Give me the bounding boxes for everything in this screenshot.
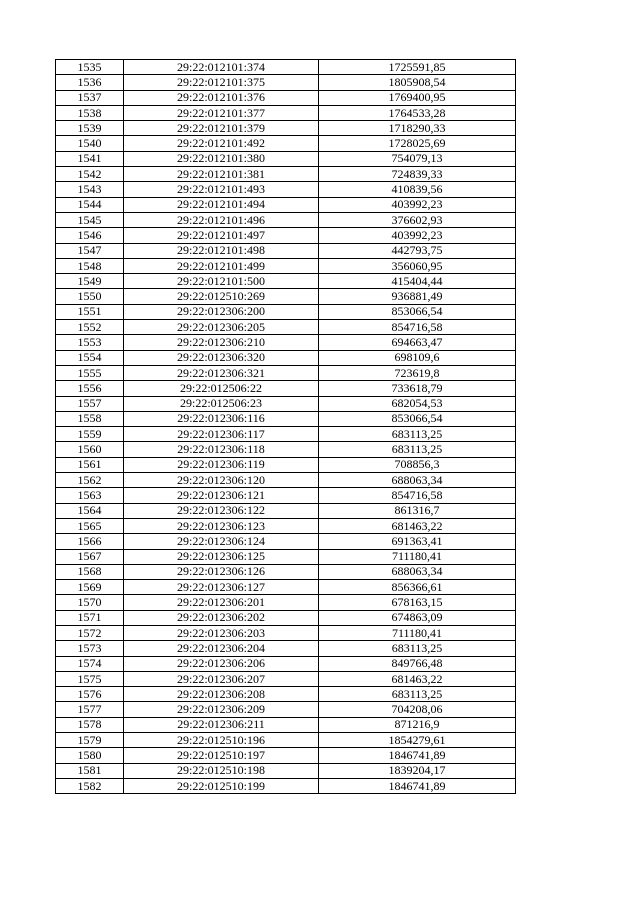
cadastral-number-cell: 29:22:012306:204 bbox=[124, 641, 319, 656]
cadastral-value-cell: 1846741,89 bbox=[319, 748, 516, 763]
cadastral-value-cell: 688063,34 bbox=[319, 564, 516, 579]
table-row bbox=[56, 748, 516, 763]
row-number-cell: 1540 bbox=[56, 136, 124, 151]
cadastral-number-cell: 29:22:012306:120 bbox=[124, 473, 319, 488]
cadastral-value-cell: 403992,23 bbox=[319, 228, 516, 243]
table-row bbox=[56, 151, 516, 166]
cadastral-value-cell: 678163,15 bbox=[319, 595, 516, 610]
cadastral-value-cell: 1725591,85 bbox=[319, 60, 516, 75]
row-number-cell: 1563 bbox=[56, 488, 124, 503]
cadastral-value-cell: 1839204,17 bbox=[319, 763, 516, 778]
table-row bbox=[56, 503, 516, 518]
cadastral-value-cell: 410839,56 bbox=[319, 182, 516, 197]
table-row bbox=[56, 197, 516, 212]
table-row bbox=[56, 427, 516, 442]
table-row bbox=[56, 733, 516, 748]
cadastral-number-cell: 29:22:012306:208 bbox=[124, 687, 319, 702]
row-number-cell: 1558 bbox=[56, 411, 124, 426]
cadastral-value-cell: 1764533,28 bbox=[319, 105, 516, 120]
row-number-cell: 1562 bbox=[56, 473, 124, 488]
row-number-cell: 1561 bbox=[56, 457, 124, 472]
cadastral-value-cell: 704208,06 bbox=[319, 702, 516, 717]
cadastral-number-cell: 29:22:012510:197 bbox=[124, 748, 319, 763]
cadastral-value-cell: 854716,58 bbox=[319, 320, 516, 335]
cadastral-number-cell: 29:22:012510:196 bbox=[124, 733, 319, 748]
cadastral-number-cell: 29:22:012506:23 bbox=[124, 396, 319, 411]
table-row bbox=[56, 518, 516, 533]
cadastral-value-cell: 1846741,89 bbox=[319, 778, 516, 793]
table-row bbox=[56, 580, 516, 595]
cadastral-number-cell: 29:22:012306:122 bbox=[124, 503, 319, 518]
table-row bbox=[56, 60, 516, 75]
table-row bbox=[56, 350, 516, 365]
cadastral-number-cell: 29:22:012306:202 bbox=[124, 610, 319, 625]
table-row bbox=[56, 457, 516, 472]
table-row bbox=[56, 717, 516, 732]
row-number-cell: 1581 bbox=[56, 763, 124, 778]
cadastral-value-cell: 1769400,95 bbox=[319, 90, 516, 105]
table-row bbox=[56, 564, 516, 579]
table-row bbox=[56, 641, 516, 656]
row-number-cell: 1559 bbox=[56, 427, 124, 442]
cadastral-value-cell: 854716,58 bbox=[319, 488, 516, 503]
row-number-cell: 1573 bbox=[56, 641, 124, 656]
table-row bbox=[56, 396, 516, 411]
row-number-cell: 1535 bbox=[56, 60, 124, 75]
row-number-cell: 1545 bbox=[56, 212, 124, 227]
cadastral-number-cell: 29:22:012101:494 bbox=[124, 197, 319, 212]
cadastral-number-cell: 29:22:012306:127 bbox=[124, 580, 319, 595]
cadastral-number-cell: 29:22:012306:123 bbox=[124, 518, 319, 533]
cadastral-number-cell: 29:22:012306:211 bbox=[124, 717, 319, 732]
row-number-cell: 1547 bbox=[56, 243, 124, 258]
row-number-cell: 1542 bbox=[56, 167, 124, 182]
cadastral-number-cell: 29:22:012306:210 bbox=[124, 335, 319, 350]
table-row bbox=[56, 488, 516, 503]
row-number-cell: 1554 bbox=[56, 350, 124, 365]
table-row bbox=[56, 595, 516, 610]
cadastral-value-cell: 691363,41 bbox=[319, 534, 516, 549]
cadastral-number-cell: 29:22:012101:374 bbox=[124, 60, 319, 75]
cadastral-value-cell: 754079,13 bbox=[319, 151, 516, 166]
row-number-cell: 1578 bbox=[56, 717, 124, 732]
row-number-cell: 1560 bbox=[56, 442, 124, 457]
cadastral-value-cell: 681463,22 bbox=[319, 671, 516, 686]
row-number-cell: 1557 bbox=[56, 396, 124, 411]
cadastral-value-cell: 356060,95 bbox=[319, 258, 516, 273]
table-row bbox=[56, 473, 516, 488]
table-row bbox=[56, 778, 516, 793]
cadastral-number-cell: 29:22:012510:269 bbox=[124, 289, 319, 304]
cadastral-number-cell: 29:22:012101:496 bbox=[124, 212, 319, 227]
table-row bbox=[56, 136, 516, 151]
cadastral-value-cell: 1854279,61 bbox=[319, 733, 516, 748]
cadastral-number-cell: 29:22:012510:199 bbox=[124, 778, 319, 793]
cadastral-number-cell: 29:22:012101:500 bbox=[124, 274, 319, 289]
table-row bbox=[56, 105, 516, 120]
cadastral-number-cell: 29:22:012101:377 bbox=[124, 105, 319, 120]
cadastral-value-cell: 711180,41 bbox=[319, 549, 516, 564]
cadastral-value-cell: 708856,3 bbox=[319, 457, 516, 472]
table-row bbox=[56, 702, 516, 717]
table-row bbox=[56, 212, 516, 227]
row-number-cell: 1577 bbox=[56, 702, 124, 717]
cadastral-number-cell: 29:22:012306:118 bbox=[124, 442, 319, 457]
row-number-cell: 1568 bbox=[56, 564, 124, 579]
row-number-cell: 1541 bbox=[56, 151, 124, 166]
cadastral-value-cell: 724839,33 bbox=[319, 167, 516, 182]
cadastral-value-cell: 376602,93 bbox=[319, 212, 516, 227]
table-row bbox=[56, 320, 516, 335]
row-number-cell: 1538 bbox=[56, 105, 124, 120]
row-number-cell: 1556 bbox=[56, 381, 124, 396]
table-row bbox=[56, 763, 516, 778]
cadastral-value-cell: 674863,09 bbox=[319, 610, 516, 625]
row-number-cell: 1571 bbox=[56, 610, 124, 625]
cadastral-value-cell: 733618,79 bbox=[319, 381, 516, 396]
table-row bbox=[56, 671, 516, 686]
row-number-cell: 1579 bbox=[56, 733, 124, 748]
cadastral-value-cell: 682054,53 bbox=[319, 396, 516, 411]
table-row bbox=[56, 442, 516, 457]
table-row bbox=[56, 274, 516, 289]
cadastral-number-cell: 29:22:012306:119 bbox=[124, 457, 319, 472]
cadastral-value-cell: 856366,61 bbox=[319, 580, 516, 595]
cadastral-value-cell: 1805908,54 bbox=[319, 75, 516, 90]
cadastral-value-cell: 683113,25 bbox=[319, 687, 516, 702]
cadastral-value-cell: 442793,75 bbox=[319, 243, 516, 258]
cadastral-value-cell: 683113,25 bbox=[319, 427, 516, 442]
table-row bbox=[56, 182, 516, 197]
cadastral-number-cell: 29:22:012101:499 bbox=[124, 258, 319, 273]
table-row bbox=[56, 381, 516, 396]
table-row bbox=[56, 687, 516, 702]
row-number-cell: 1564 bbox=[56, 503, 124, 518]
table-row bbox=[56, 304, 516, 319]
cadastral-number-cell: 29:22:012306:116 bbox=[124, 411, 319, 426]
cadastral-value-cell: 853066,54 bbox=[319, 304, 516, 319]
cadastral-value-cell: 853066,54 bbox=[319, 411, 516, 426]
cadastral-value-cell: 415404,44 bbox=[319, 274, 516, 289]
cadastral-number-cell: 29:22:012101:492 bbox=[124, 136, 319, 151]
row-number-cell: 1566 bbox=[56, 534, 124, 549]
table-row bbox=[56, 549, 516, 564]
cadastral-number-cell: 29:22:012306:321 bbox=[124, 365, 319, 380]
table-row bbox=[56, 90, 516, 105]
row-number-cell: 1582 bbox=[56, 778, 124, 793]
cadastral-number-cell: 29:22:012306:205 bbox=[124, 320, 319, 335]
cadastral-number-cell: 29:22:012306:320 bbox=[124, 350, 319, 365]
cadastral-value-cell: 688063,34 bbox=[319, 473, 516, 488]
row-number-cell: 1548 bbox=[56, 258, 124, 273]
row-number-cell: 1572 bbox=[56, 625, 124, 640]
cadastral-value-cell: 694663,47 bbox=[319, 335, 516, 350]
cadastral-number-cell: 29:22:012101:375 bbox=[124, 75, 319, 90]
table-row bbox=[56, 534, 516, 549]
table-row bbox=[56, 365, 516, 380]
row-number-cell: 1569 bbox=[56, 580, 124, 595]
cadastral-number-cell: 29:22:012506:22 bbox=[124, 381, 319, 396]
cadastral-value-cell: 936881,49 bbox=[319, 289, 516, 304]
table-row bbox=[56, 610, 516, 625]
table-row bbox=[56, 75, 516, 90]
row-number-cell: 1543 bbox=[56, 182, 124, 197]
row-number-cell: 1565 bbox=[56, 518, 124, 533]
table-row bbox=[56, 289, 516, 304]
cadastral-number-cell: 29:22:012101:498 bbox=[124, 243, 319, 258]
table-row bbox=[56, 167, 516, 182]
row-number-cell: 1576 bbox=[56, 687, 124, 702]
row-number-cell: 1539 bbox=[56, 121, 124, 136]
cadastral-number-cell: 29:22:012101:376 bbox=[124, 90, 319, 105]
row-number-cell: 1546 bbox=[56, 228, 124, 243]
cadastral-number-cell: 29:22:012306:124 bbox=[124, 534, 319, 549]
cadastral-value-cell: 711180,41 bbox=[319, 625, 516, 640]
cadastral-value-cell: 723619,8 bbox=[319, 365, 516, 380]
cadastral-number-cell: 29:22:012306:125 bbox=[124, 549, 319, 564]
cadastral-value-cell: 871216,9 bbox=[319, 717, 516, 732]
table-row bbox=[56, 228, 516, 243]
cadastral-number-cell: 29:22:012306:207 bbox=[124, 671, 319, 686]
row-number-cell: 1570 bbox=[56, 595, 124, 610]
cadastral-value-table bbox=[55, 59, 516, 794]
cadastral-number-cell: 29:22:012101:379 bbox=[124, 121, 319, 136]
row-number-cell: 1552 bbox=[56, 320, 124, 335]
cadastral-value-cell: 698109,6 bbox=[319, 350, 516, 365]
row-number-cell: 1550 bbox=[56, 289, 124, 304]
cadastral-number-cell: 29:22:012306:126 bbox=[124, 564, 319, 579]
row-number-cell: 1551 bbox=[56, 304, 124, 319]
row-number-cell: 1553 bbox=[56, 335, 124, 350]
row-number-cell: 1567 bbox=[56, 549, 124, 564]
cadastral-value-cell: 849766,48 bbox=[319, 656, 516, 671]
cadastral-number-cell: 29:22:012101:497 bbox=[124, 228, 319, 243]
cadastral-number-cell: 29:22:012306:206 bbox=[124, 656, 319, 671]
cadastral-value-cell: 861316,7 bbox=[319, 503, 516, 518]
row-number-cell: 1549 bbox=[56, 274, 124, 289]
cadastral-number-cell: 29:22:012306:203 bbox=[124, 625, 319, 640]
table-body bbox=[56, 60, 516, 794]
cadastral-value-cell: 681463,22 bbox=[319, 518, 516, 533]
cadastral-number-cell: 29:22:012306:201 bbox=[124, 595, 319, 610]
row-number-cell: 1580 bbox=[56, 748, 124, 763]
row-number-cell: 1555 bbox=[56, 365, 124, 380]
table-row bbox=[56, 625, 516, 640]
row-number-cell: 1575 bbox=[56, 671, 124, 686]
row-number-cell: 1537 bbox=[56, 90, 124, 105]
cadastral-value-cell: 403992,23 bbox=[319, 197, 516, 212]
cadastral-number-cell: 29:22:012101:380 bbox=[124, 151, 319, 166]
table-row bbox=[56, 258, 516, 273]
cadastral-number-cell: 29:22:012306:209 bbox=[124, 702, 319, 717]
row-number-cell: 1536 bbox=[56, 75, 124, 90]
row-number-cell: 1574 bbox=[56, 656, 124, 671]
cadastral-value-cell: 683113,25 bbox=[319, 442, 516, 457]
cadastral-value-cell: 1718290,33 bbox=[319, 121, 516, 136]
cadastral-value-cell: 683113,25 bbox=[319, 641, 516, 656]
cadastral-number-cell: 29:22:012306:200 bbox=[124, 304, 319, 319]
cadastral-number-cell: 29:22:012101:381 bbox=[124, 167, 319, 182]
cadastral-number-cell: 29:22:012510:198 bbox=[124, 763, 319, 778]
cadastral-number-cell: 29:22:012306:117 bbox=[124, 427, 319, 442]
cadastral-number-cell: 29:22:012306:121 bbox=[124, 488, 319, 503]
table-row bbox=[56, 411, 516, 426]
table-row bbox=[56, 121, 516, 136]
cadastral-value-cell: 1728025,69 bbox=[319, 136, 516, 151]
cadastral-number-cell: 29:22:012101:493 bbox=[124, 182, 319, 197]
table-row bbox=[56, 656, 516, 671]
table-row bbox=[56, 335, 516, 350]
table-row bbox=[56, 243, 516, 258]
row-number-cell: 1544 bbox=[56, 197, 124, 212]
